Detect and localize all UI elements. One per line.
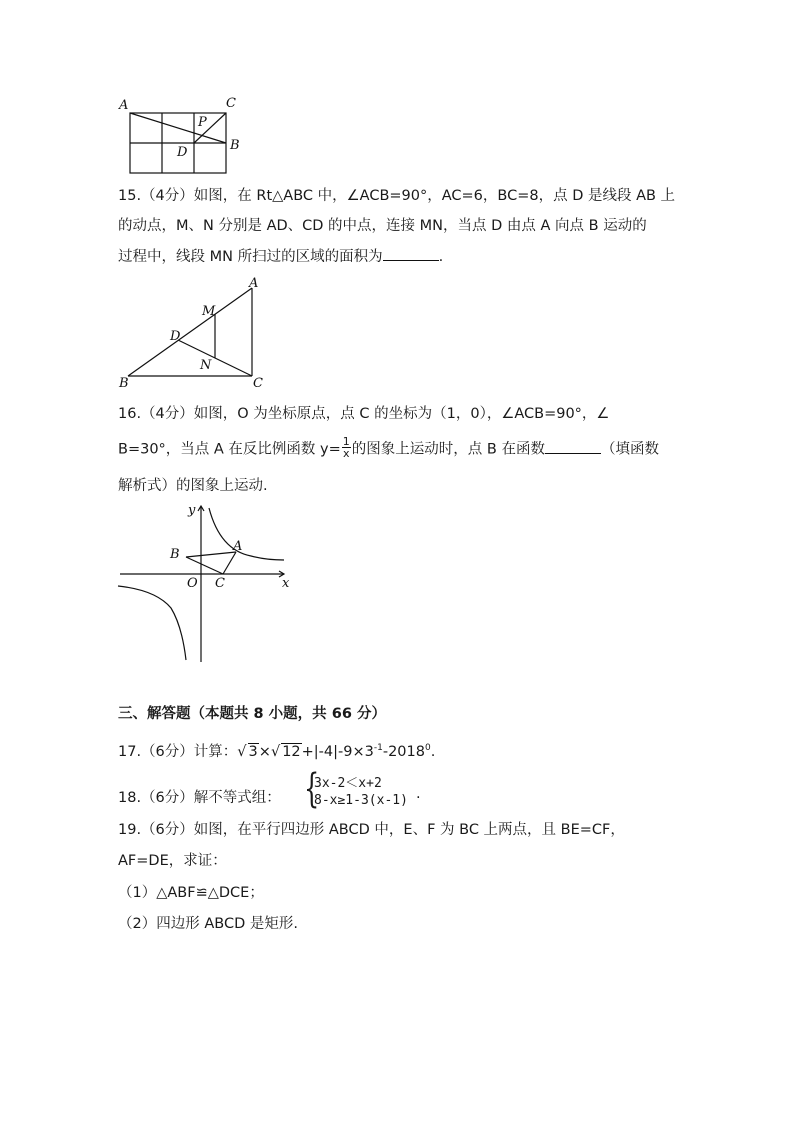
label-x: x: [282, 576, 290, 591]
figure-rectangle-grid: [116, 94, 246, 178]
q19-item-1: （1）△ABF≌△DCE；: [118, 885, 264, 901]
section-heading: 三、解答题（本题共 8 小题，共 66 分）: [118, 706, 386, 722]
q19-item-2: （2）四边形 ABCD 是矩形.: [118, 916, 298, 932]
inequality-2: 8-x≥1-3(x-1): [314, 793, 408, 808]
figure-right-triangle-svg: [116, 276, 266, 388]
q16-line-1: 16.（4分）如图，O 为坐标原点，点 C 的坐标为（1，0），∠ACB=90°，∠: [118, 406, 610, 422]
label-c: C: [226, 96, 236, 111]
label-b: B: [170, 547, 180, 562]
q17-prefix: 17.（6分）计算：: [118, 744, 238, 760]
fraction-denominator: x: [343, 447, 350, 460]
q16-text-c: （填函数: [600, 441, 659, 458]
inequality-1: 3x-2＜x+2: [314, 776, 382, 791]
label-d: D: [170, 329, 181, 344]
sqrt-sign: √: [270, 744, 281, 760]
label-n: N: [200, 358, 212, 373]
q15-line-2: 的动点，M、N 分别是 AD、CD 的中点，连接 MN，当点 D 由点 A 向点 B 运动的: [118, 218, 647, 234]
q16-answer-blank[interactable]: [545, 439, 601, 454]
q16-line-2: [118, 435, 659, 461]
fraction-numerator: 1: [342, 435, 350, 448]
left-brace: {: [304, 766, 320, 812]
q17-end: .: [430, 744, 436, 760]
q15-line-3: [118, 246, 443, 267]
exponent-neg-one: -1: [373, 743, 383, 754]
label-c: C: [215, 576, 225, 591]
q15-text: 过程中，线段 MN 所扫过的区域的面积为: [118, 249, 383, 265]
q15-end: .: [438, 249, 444, 265]
label-p: P: [198, 115, 207, 130]
exponent-zero: 0: [424, 743, 431, 754]
q17-line: [118, 742, 435, 762]
figure-hyperbola-axes-svg: [116, 500, 296, 666]
q19-line-2: AF=DE，求证：: [118, 853, 227, 869]
label-d: D: [177, 145, 188, 160]
label-a: A: [119, 98, 129, 113]
sqrt-sign: √: [237, 744, 247, 760]
label-a: A: [249, 276, 259, 291]
q16-text-a: B=30°，当点 A 在反比例函数 y=: [118, 441, 341, 458]
figure-rectangle-grid-svg: [116, 94, 246, 178]
q19-line-1: 19.（6分）如图，在平行四边形 ABCD 中，E、F 为 BC 上两点，且 BE=CF，: [118, 822, 625, 838]
q15-line-1: 15.（4分）如图，在 Rt△ABC 中，∠ACB=90°，AC=6，BC=8，点 D 是线段 AB 上: [118, 188, 676, 204]
q18-prefix: 18.（6分）解不等式组：: [118, 790, 281, 806]
label-b: B: [230, 138, 240, 153]
q15-answer-blank[interactable]: [383, 246, 439, 261]
label-b: B: [119, 376, 129, 388]
figure-right-triangle: [116, 276, 266, 388]
label-m: M: [202, 304, 216, 319]
fraction-one-over-x: [342, 436, 351, 459]
figure-hyperbola-axes: [116, 500, 296, 666]
q16-line-3: 解析式）的图象上运动.: [118, 478, 268, 494]
label-a: A: [233, 539, 243, 554]
sqrt-12: 12: [282, 744, 301, 760]
q16-text-b: 的图象上运动时，点 B 在函数: [351, 441, 545, 458]
q17-expression: +|-4|-9×3: [301, 744, 374, 760]
label-c: C: [253, 376, 263, 388]
q17-year: -2018: [382, 744, 425, 760]
label-o: O: [187, 576, 198, 591]
label-y: y: [188, 503, 196, 518]
q18-end: .: [416, 786, 421, 802]
times-sign: ×: [258, 744, 271, 760]
sqrt-3: 3: [248, 744, 258, 760]
